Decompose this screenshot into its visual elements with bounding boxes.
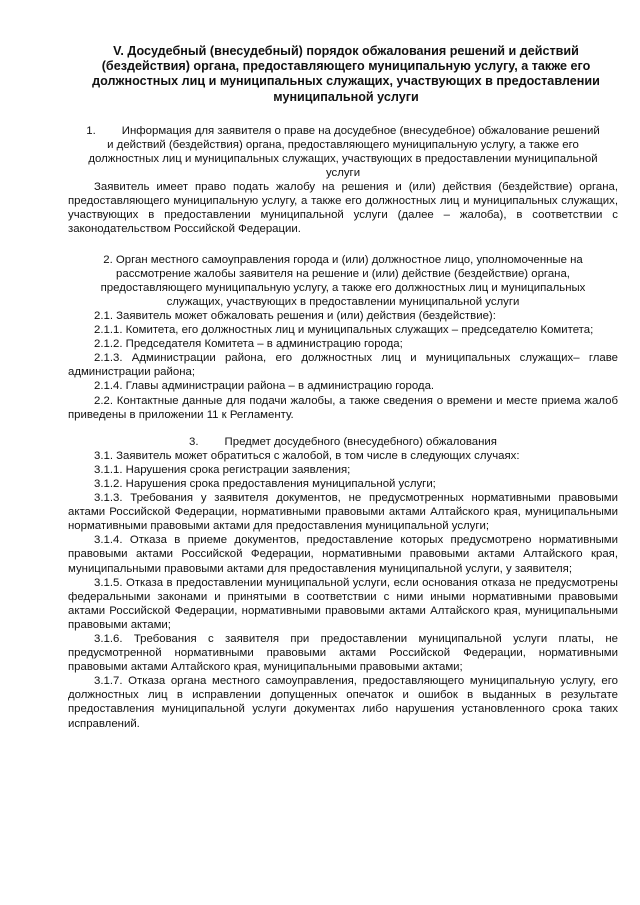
paragraph-3-1-5: 3.1.5. Отказа в предоставлении муниципальной услуги, если основания отказа не предусмотрены федеральными законами и принятыми в соответствии с ними иными нормативными правовыми актами Российской Федерации, нормативными правовыми актами Алтайского края, муниципальными правовыми актами; bbox=[68, 576, 618, 631]
spacer bbox=[68, 237, 618, 253]
paragraph-3-1-7: 3.1.7. Отказа органа местного самоуправления, предоставляющего муниципальную услугу, его должностных лиц в исправлении допущенных опечаток и ошибок в выданных в результате предоставления муниципальной услуги документах либо нарушения установленного срока таких исправлений. bbox=[68, 675, 618, 730]
paragraph-3-1-1: 3.1.1. Нарушения срока регистрации заявления; bbox=[94, 463, 351, 476]
paragraph-3-1-6: 3.1.6. Требования с заявителя при предоставлении муниципальной услуги платы, не предусмотренной нормативными правовыми актами Российской Федерации, нормативными правовыми актами Алтайского края, муниципальными правовыми актами; bbox=[68, 633, 618, 674]
paragraph-3-1-4: 3.1.4. Отказа в приеме документов, предоставление которых предусмотрено нормативными правовыми актами Российской Федерации, нормативными правовыми актами Алтайского края, муниципальными правовыми актами для предоставления муниципальной услуги, у заявителя; bbox=[68, 534, 618, 575]
paragraph-2-1: 2.1. Заявитель может обжаловать решения и (или) действия (бездействие): bbox=[94, 309, 496, 322]
spacer bbox=[68, 422, 618, 435]
heading-1-text: Информация для заявителя о праве на досудебное (внесудебное) обжалование решений и действий (бездействия) органа, предоставляющего муниципальную услугу, а также его должностных лиц и муниципальных служащих, участвующих в предоставлении муниципальной услуги bbox=[88, 124, 600, 180]
paragraph-3-1-3: 3.1.3. Требования у заявителя документов, не предусмотренных нормативными правовыми актами Российской Федерации, нормативными правовыми актами Алтайского края, муниципальными нормативными правовыми актами для предоставления муниципальной услуги; bbox=[68, 492, 618, 533]
heading-3-number: 3. bbox=[189, 435, 199, 448]
paragraph-2-1-4: 2.1.4. Главы администрации района – в администрацию города. bbox=[94, 380, 435, 393]
section-title: V. Досудебный (внесудебный) порядок обжалования решений и действий (бездействия) органа, предоставляющего муниципальную услугу, а также его должностных лиц и муниципальных служащих, участвующих в предоставлении муниципальной услуги bbox=[92, 44, 600, 104]
heading-3 bbox=[68, 435, 618, 449]
heading-2: 2. Орган местного самоуправления города и (или) должностное лицо, уполномоченные на рассмотрение жалобы заявителя на решение и (или) действие (бездействие) органа, предоставляющего муниципальную услугу, а также его должностных лиц и муниципальных служащих, участвующих в предоставлении муниципальной услуги bbox=[100, 253, 586, 308]
heading-1-number: 1. bbox=[86, 124, 96, 137]
paragraph-2-1-2: 2.1.2. Председателя Комитета – в администрацию города; bbox=[94, 338, 403, 351]
paragraph-3-1-2: 3.1.2. Нарушения срока предоставления муниципальной услуги; bbox=[94, 477, 436, 490]
paragraph-2-2: 2.2. Контактные данные для подачи жалобы, а также сведения о времени и месте приема жалоб приведены в приложении 11 к Регламенту. bbox=[68, 394, 618, 421]
paragraph-3-1: 3.1. Заявитель может обратиться с жалобой, в том числе в следующих случаях: bbox=[94, 449, 520, 462]
paragraph-2-1-1: 2.1.1. Комитета, его должностных лиц и муниципальных служащих – председателю Комитета; bbox=[94, 324, 594, 337]
paragraph-1: Заявитель имеет право подать жалобу на решения и (или) действия (бездействие) органа, предоставляющего муниципальную услугу, а также его должностных лиц и муниципальных служащих, участвующих в предоставлении муниципальной услуги (далее – жалоба), в соответствии с законодательством Российской Федерации. bbox=[68, 181, 618, 236]
heading-3-text: Предмет досудебного (внесудебного) обжалования bbox=[224, 435, 497, 448]
heading-1 bbox=[68, 124, 618, 180]
paragraph-2-1-3: 2.1.3. Администрации района, его должностных лиц и муниципальных служащих– главе администрации района; bbox=[68, 352, 618, 379]
